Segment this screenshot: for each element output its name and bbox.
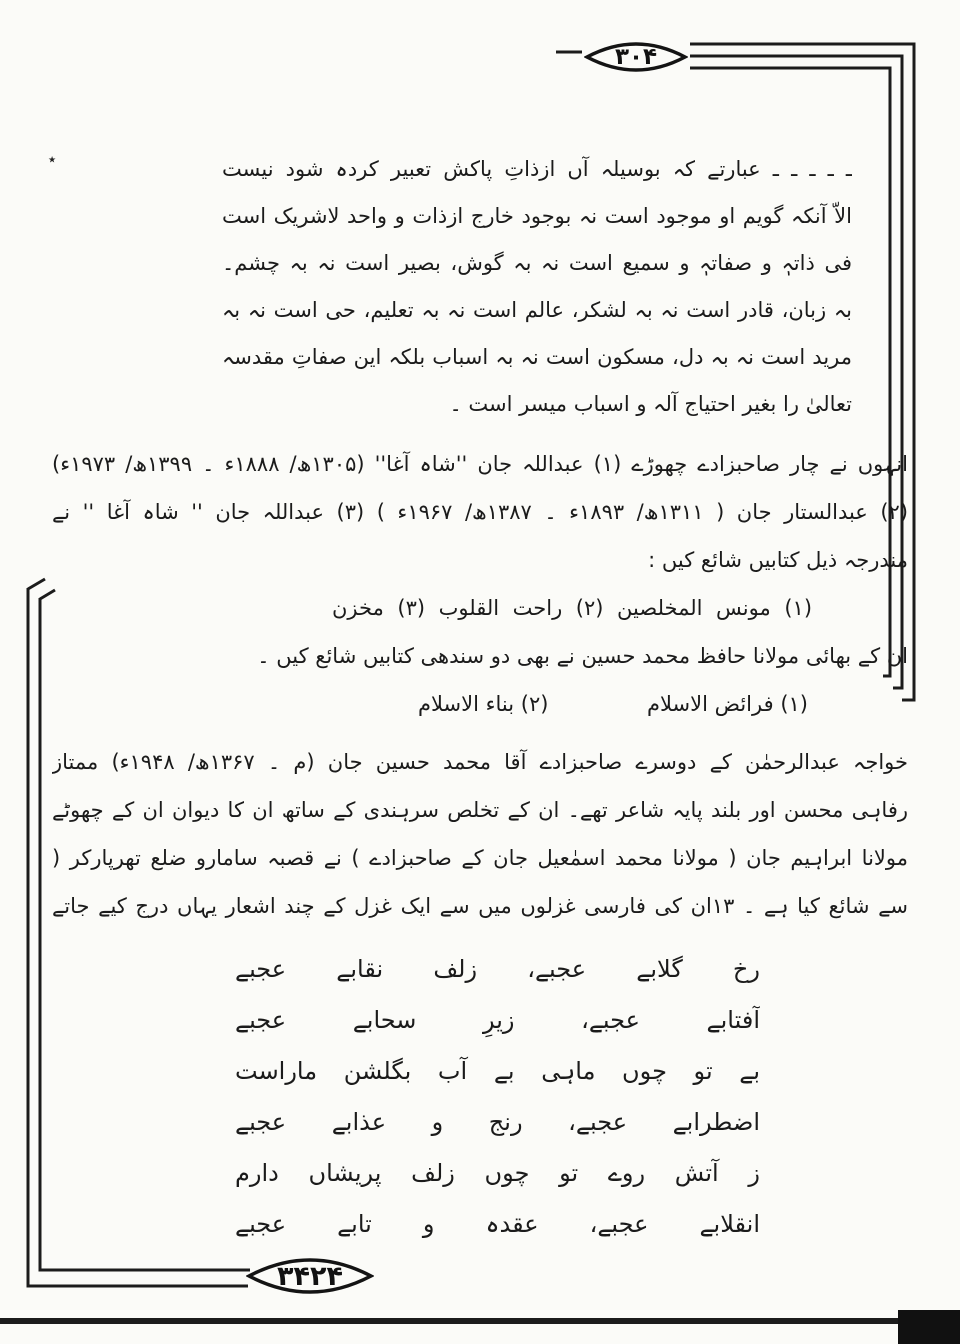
page-number-cartouche-bottom bbox=[246, 1252, 374, 1300]
book-item: (۱) فرائض الاسلام bbox=[647, 692, 808, 716]
page-number-bottom: ۳۴۲۴ bbox=[277, 1260, 343, 1292]
paragraph-line: رفاہی محسن اور بلند پایہ شاعر تھے۔ ان کے تخلص سرہندی کے ساتھ ان کا دیوان ان کے چھوٹے bbox=[52, 798, 908, 822]
book-item: (۲) بناء الاسلام bbox=[418, 692, 549, 716]
quote-line: ـ ـ ـ ـ ـ عبارتے کہ بوسیلہ آں ازذاتِ پاکش تعبیر کردہ شود نیست bbox=[222, 157, 852, 181]
books-list-2 bbox=[418, 680, 808, 728]
paragraph-line: (۲) عبدالستار جان ( ۱۳۱۱ھ/ ۱۸۹۳ء ۔ ۱۳۸۷ھ/ ۱۹۶۷ء ) (۳) عبداللہ جان '' شاہ آغا '' نے bbox=[52, 500, 908, 524]
brother-books-line: ان کے بھائی مولانا حافظ محمد حسین نے بھی دو سندھی کتابیں شائع کیں ۔ bbox=[257, 644, 908, 668]
paragraph-second-son bbox=[52, 738, 908, 930]
persian-quote-block bbox=[222, 146, 852, 428]
quote-line: بہ زبان، قادر است نہ بہ لشکر، عالم است نہ بہ تعلیم، حی است نہ بہ bbox=[222, 298, 852, 322]
paragraph-sons bbox=[52, 440, 908, 584]
page-number-top: ۳۰۴ bbox=[614, 44, 658, 70]
poetry-line: انقلابے عجبے، عقدہ و تابے عجبے bbox=[235, 1210, 760, 1238]
quote-line: تعالیٰ را بغیر احتیاج آلہ و اسباب میسر است ۔ bbox=[449, 392, 852, 416]
paragraph-line: سے شائع کیا ہے ۔ ۱۳ان کی فارسی غزلوں میں سے ایک غزل کے چند اشعار یہاں درج کیے جاتے bbox=[52, 894, 908, 918]
quote-line: مرید است نہ بہ دل، مسکون است نہ بہ اسباب بلکہ این صفاتِ مقدسہ bbox=[222, 345, 852, 369]
poetry-line: رخ گلابے عجبے، زلف نقابے عجبے bbox=[235, 955, 760, 983]
margin-mark: ٭ bbox=[48, 150, 57, 168]
paragraph-line: انہوں نے چار صاحبزادے چھوڑے (۱) عبداللہ جان ''شاہ آغا'' (۱۳۰۵ھ/ ۱۸۸۸ء ۔ ۱۳۹۹ھ/ ۱۹۷۳ء) bbox=[52, 452, 908, 476]
paragraph-line: مولانا ابراہیم جان ( مولانا محمد اسمٰعیل جان کے صاحبزادے ) نے قصبہ سامارو ضلع تھرپارکر ( bbox=[52, 846, 908, 870]
poetry-line: ز آتش روے تو چوں زلف پریشاں دارم bbox=[235, 1159, 760, 1187]
quote-line: فی ذاتہٖ و صفاتہٖ و سمیع است نہ بہ گوش، بصیر است نہ بہ چشم۔ bbox=[222, 251, 852, 275]
books-list-1: (۱) مونس المخلصین (۲) راحت القلوب (۳) مخزن bbox=[332, 596, 812, 620]
quote-line: الاّ آنکہ گویم او موجود است نہ بوجود خارج ازذات و واحد لاشریک است bbox=[222, 204, 852, 228]
paragraph-line: خواجہ عبدالرحمٰن کے دوسرے صاحبزادے آقا محمد حسین جان (م ۔ ۱۳۶۷ھ/ ۱۹۴۸ء) ممتاز bbox=[52, 750, 908, 774]
poetry-line: آفتابے عجبے، زیرِ سحابے عجبے bbox=[235, 1006, 760, 1034]
poetry-line: اضطرابے عجبے، رنج و عذابے عجبے bbox=[235, 1108, 760, 1136]
paragraph-line: مندرجہ ذیل کتابیں شائع کیں : bbox=[648, 548, 908, 572]
bottom-right-scan-blob bbox=[898, 1310, 960, 1344]
poetry-line: بے تو چوں ماہی بے آب بگلشن ماراست bbox=[235, 1057, 760, 1085]
ghazal-couplets bbox=[235, 944, 760, 1250]
